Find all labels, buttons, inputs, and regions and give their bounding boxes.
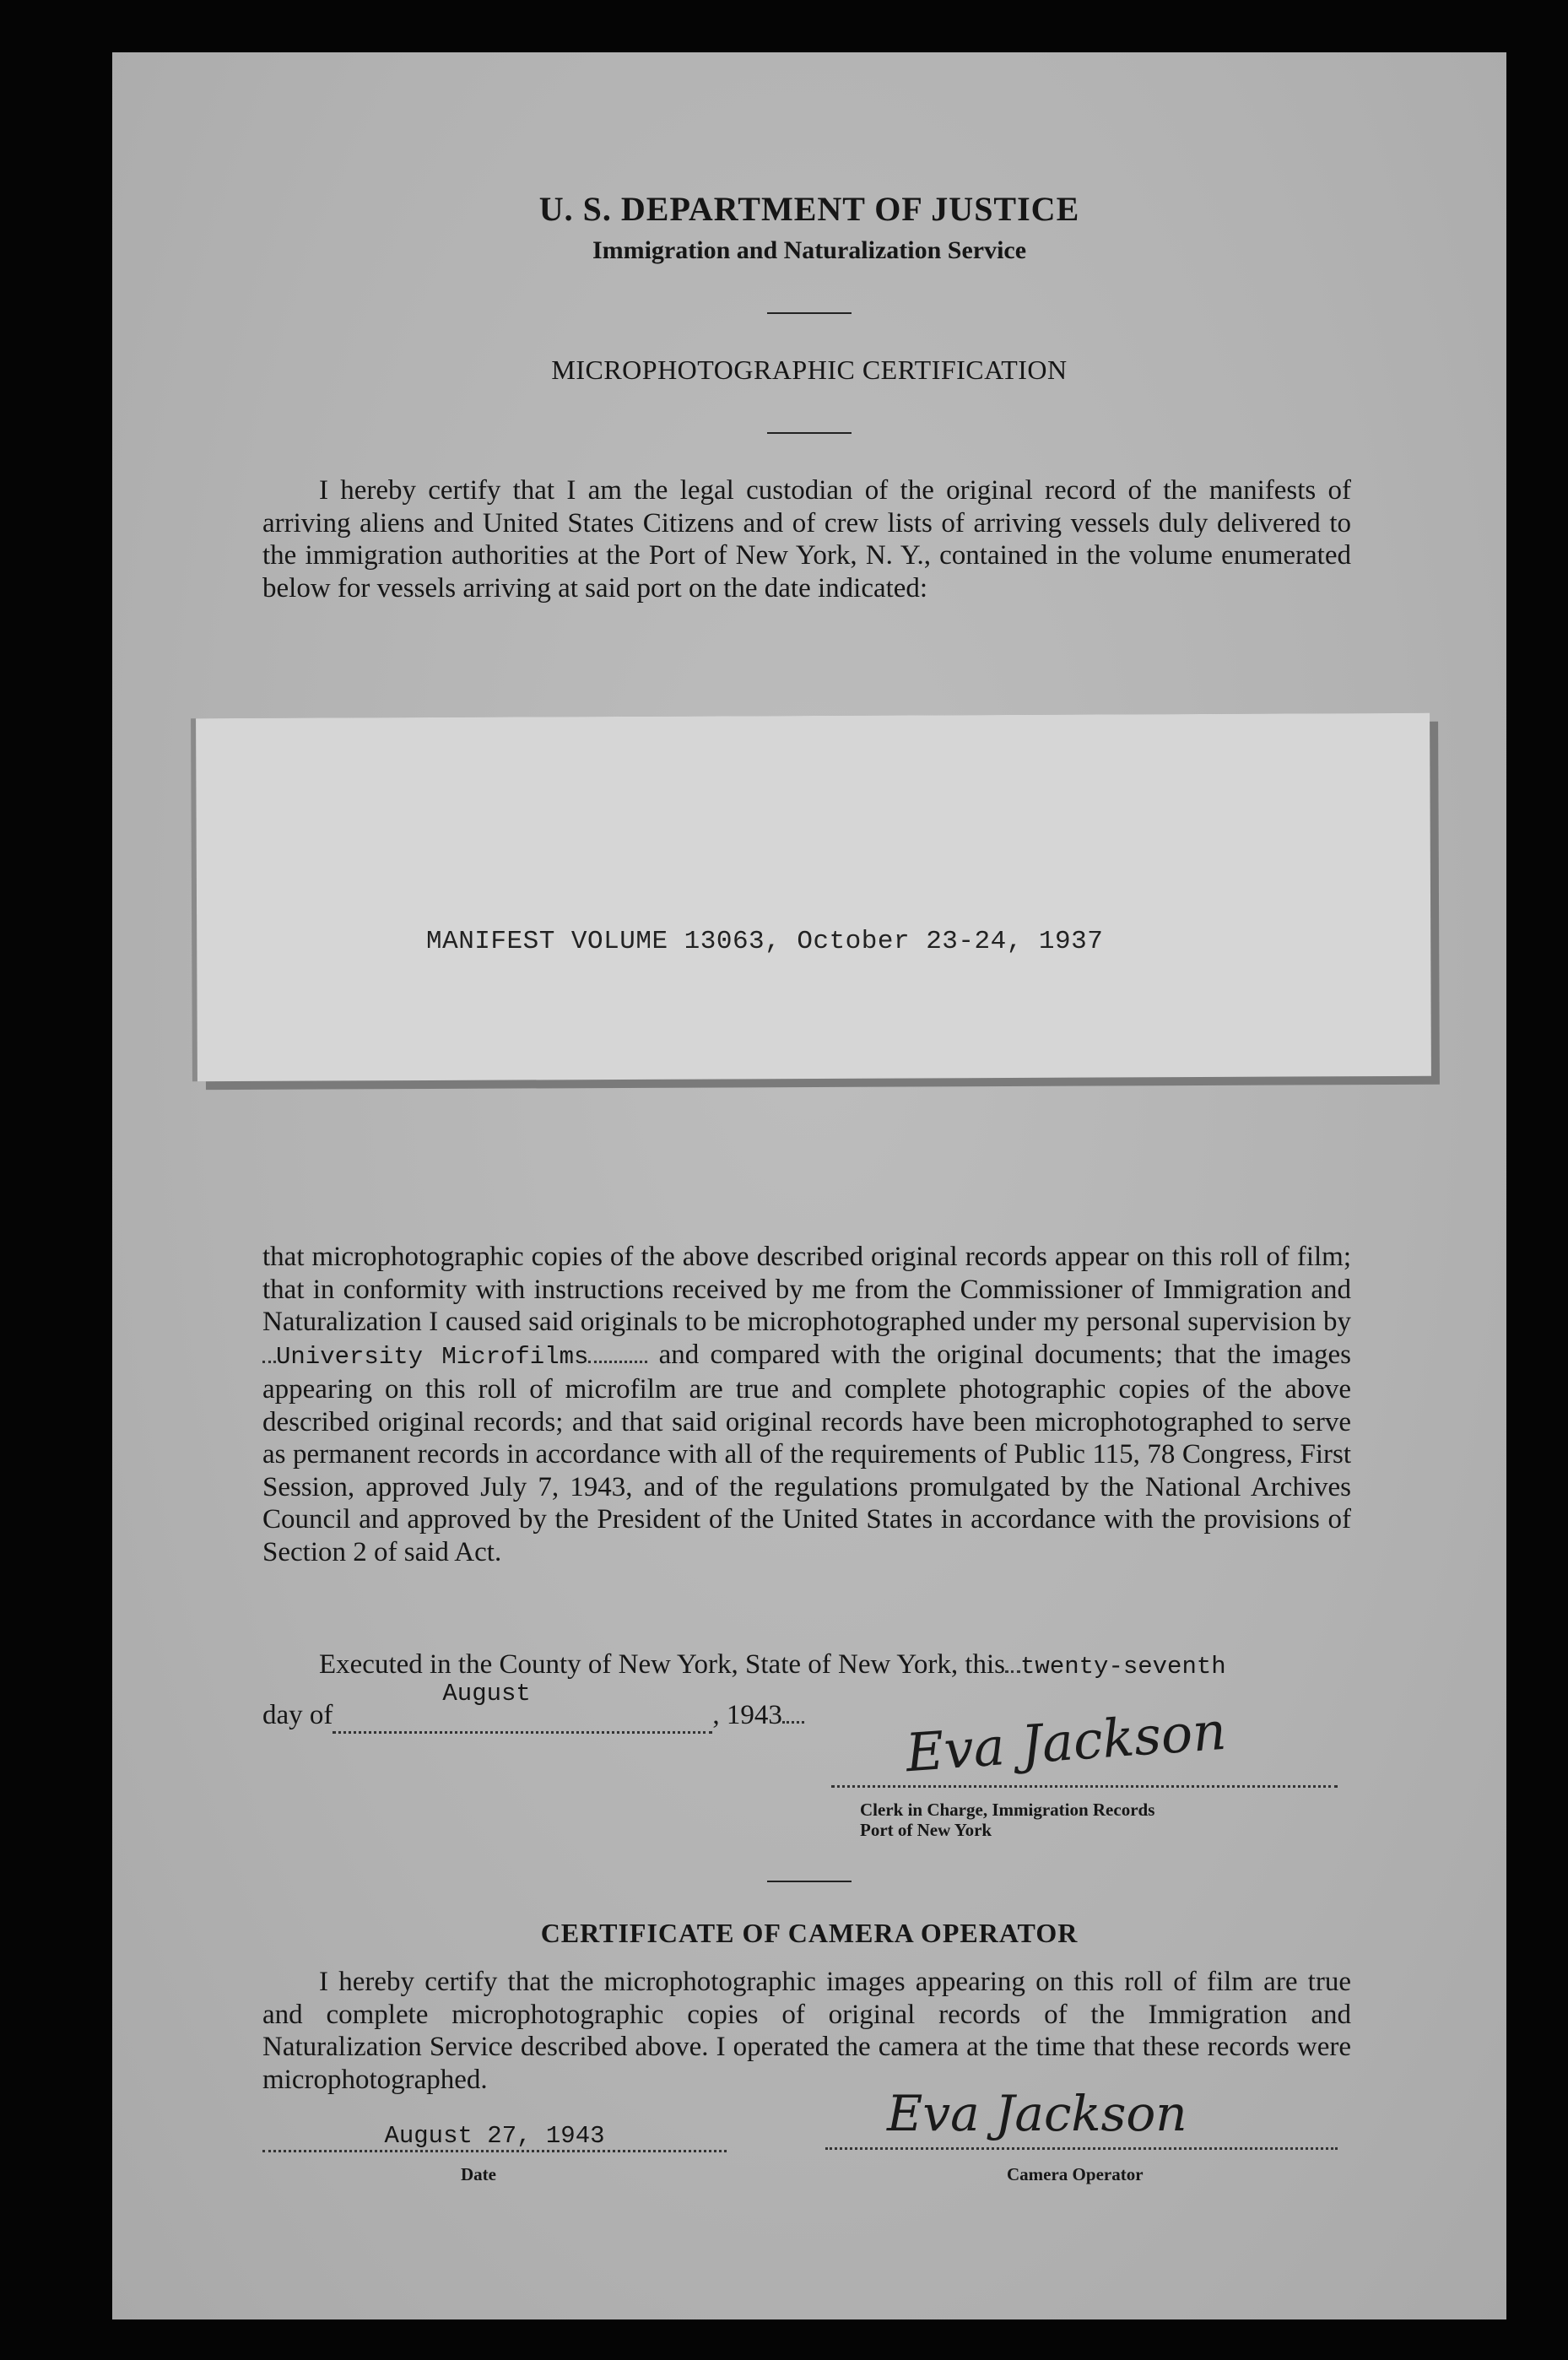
divider-rule (767, 1881, 852, 1882)
body-part-1: that microphotographic copies of the above described original records appear on this roll of film; that in conformity with instructions received by me from the Commissioner of Immigration and Naturalization I caused said originals to be microphotographed under my personal supervision by (262, 1242, 1351, 1337)
supervisor-name: University Microfilms (276, 1342, 589, 1371)
camera-operator-label: Camera Operator (1007, 2164, 1144, 2184)
executed-year-prefix: 194 (726, 1700, 769, 1730)
executed-day: twenty-seventh (1020, 1653, 1226, 1681)
camera-certificate-title: CERTIFICATE OF CAMERA OPERATOR (540, 1918, 1079, 1948)
camera-operator-signature: Eva Jackson (887, 2085, 1187, 2142)
department-heading: U. S. DEPARTMENT OF JUSTICE (538, 190, 1080, 228)
camera-operator-signature-line (825, 2147, 1338, 2150)
divider-rule (767, 312, 852, 314)
body-part-2: and compared with the original documents; that the images appearing on this roll of microfilm are true and complete photographic copies of the above described original records; and that said original records have been microphotographed to serve as permanent records in accordance with all of the requirements of Public 115, 78 Congress, First Session, approved July 7, 1943, and of the regulations promulgated by the National Archives Council and approved by the President of the United States in accordance with the provisions of Section 2 of said Act. (262, 1339, 1351, 1567)
executed-month: August (442, 1680, 531, 1708)
camera-date-line (262, 2122, 727, 2152)
executed-line (319, 1649, 1226, 1681)
divider-rule (767, 432, 852, 434)
manifest-volume-slip (196, 713, 1431, 1081)
clerk-title (860, 1800, 1154, 1840)
certification-body (262, 1241, 1351, 1568)
certification-title: MICROPHOTOGRAPHIC CERTIFICATION (551, 355, 1068, 385)
service-subheading: Immigration and Naturalization Service (592, 236, 1027, 264)
executed-text: Executed in the County of New York, State of New York, this (319, 1649, 1006, 1680)
executed-year-digit: 3 (768, 1700, 782, 1730)
camera-date-label: Date (461, 2164, 496, 2184)
camera-certificate-paragraph: I hereby certify that the microphotographic images appearing on this roll of film are true and complete microphotographic copies of original records of the Immigration and Naturalization Service described above. I operated the camera at the time that these records were microphotographed. (262, 1967, 1351, 2095)
manifest-volume-text: MANIFEST VOLUME 13063, October 23-24, 1937 (426, 927, 1104, 956)
camera-date-value: August 27, 1943 (384, 2122, 605, 2150)
clerk-signature: Eva Jackson (903, 1699, 1229, 1784)
day-of-line: day of August , 1943 (262, 1700, 804, 1734)
clerk-title-line-1: Clerk in Charge, Immigration Records (860, 1800, 1155, 1820)
day-of-label: day of (262, 1700, 333, 1730)
clerk-title-line-2: Port of New York (860, 1820, 992, 1840)
intro-paragraph: I hereby certify that I am the legal custodian of the original record of the manifests of arriving aliens and United States Citizens and of crew lists of arriving vessels duly delivered to the immigration authorities at the Port of New York, N. Y., contained in the volume enumerated below for vessels arriving at said port on the date indicated: (262, 475, 1351, 604)
certificate-page (112, 52, 1506, 2319)
clerk-signature-line (831, 1785, 1338, 1788)
